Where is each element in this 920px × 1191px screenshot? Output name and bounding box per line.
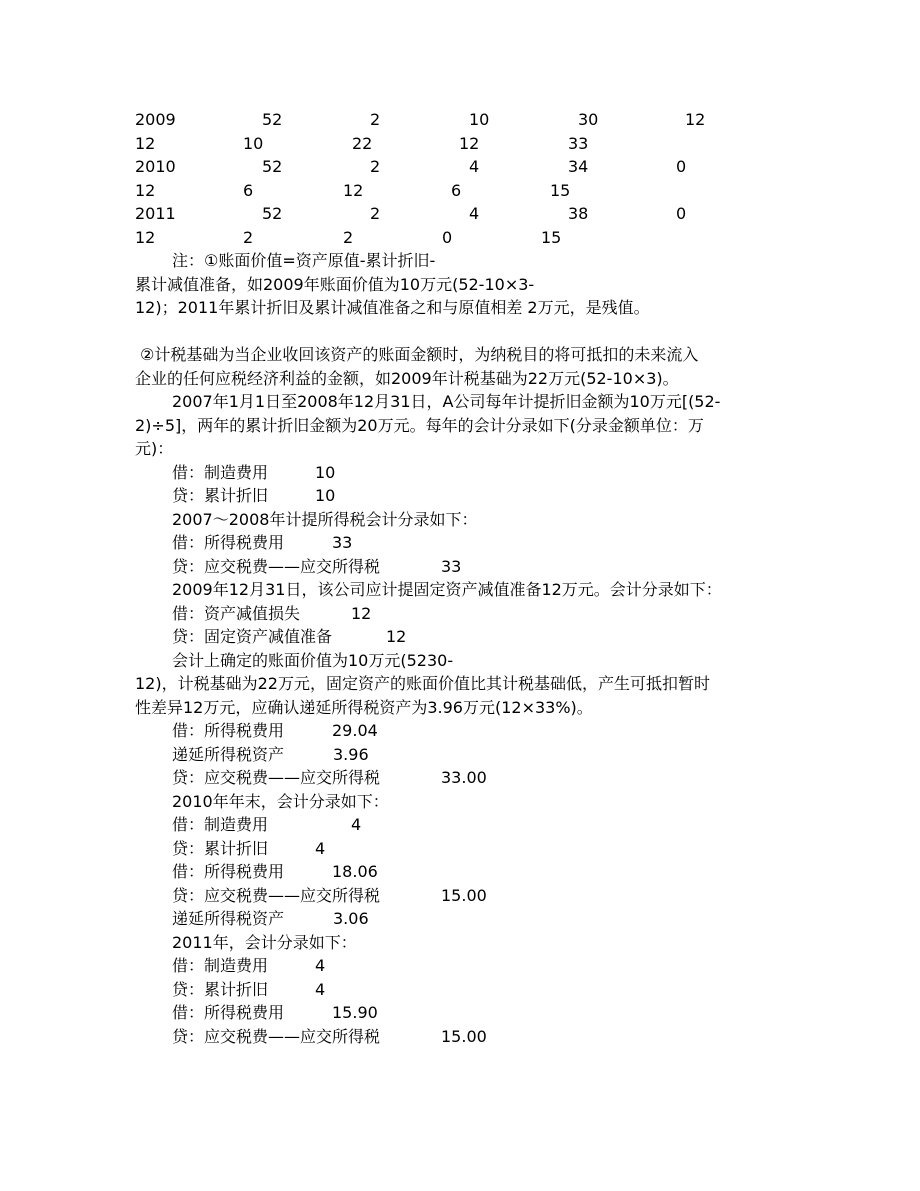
table-cell: 2 [370,110,381,129]
journal-entry [0,1025,920,1049]
table-cell: 52 [262,157,283,176]
entry-account: 贷：累计折旧 [172,980,269,999]
paragraph-line [0,696,920,720]
entry-account: 贷：应交税费——应交所得税 [172,557,381,576]
paragraph-line [0,649,920,673]
table-cell: 52 [262,204,283,223]
table-cell: 4 [469,157,480,176]
entry-account: 贷：固定资产减值准备 [172,627,333,646]
table-cell: 30 [578,110,599,129]
table-cell: 38 [568,204,589,223]
entry-account: 借：所得税费用 [172,1003,285,1022]
table-cell: 2 [243,228,254,247]
table-cell: 15 [550,181,571,200]
paragraph-line [0,343,920,367]
table-cell: 4 [469,204,480,223]
table-cell: 10 [243,134,264,153]
paragraph-line [0,672,920,696]
journal-entry [0,719,920,743]
entry-amount: 10 [315,463,336,482]
entry-amount: 33 [332,533,353,552]
paragraph-line [0,414,920,438]
entry-account: 借：制造费用 [172,956,269,975]
entry-amount: 4 [315,956,326,975]
entry-amount: 12 [386,627,407,646]
text-span: 性差异12万元，应确认递延所得税资产为3.96万元(12×33%)。 [135,698,593,717]
entry-amount: 33.00 [441,768,487,787]
journal-entry [0,531,920,555]
table-cell: 2011 [135,204,176,223]
table-cell: 2 [370,157,381,176]
text-span: ②计税基础为当企业收回该资产的账面金额时，为纳税目的将可抵扣的未来流入 [140,345,699,364]
journal-entry [0,860,920,884]
text-span: 2007～2008年计提所得税会计分录如下： [172,510,478,529]
table-cell: 12 [685,110,706,129]
note-line [0,249,920,273]
entry-amount: 3.06 [333,909,369,928]
paragraph-line [0,508,920,532]
note-line [0,296,920,320]
journal-entry [0,461,920,485]
entry-amount: 10 [315,486,336,505]
text-span: 会计上确定的账面价值为10万元(5230- [172,651,454,670]
table-cell: 0 [676,204,687,223]
entry-amount: 29.04 [332,721,378,740]
table-cell: 2 [370,204,381,223]
entry-amount: 4 [315,980,326,999]
text-span: 2007年1月1日至2008年12月31日，A公司每年计提折旧金额为10万元[(52- [172,392,721,411]
text-span: 2011年，会计分录如下： [172,933,357,952]
journal-entry [0,555,920,579]
table-cell: 2010 [135,157,176,176]
table-cell: 52 [262,110,283,129]
entry-account: 贷：应交税费——应交所得税 [172,1027,381,1046]
entry-account: 借：制造费用 [172,815,269,834]
table-row [0,202,920,226]
entry-account: 借：所得税费用 [172,721,285,740]
text-span: 2)÷5]，两年的累计折旧金额为20万元。每年的会计分录如下(分录金额单位：万 [135,416,704,435]
table-cell: 33 [568,134,589,153]
entry-amount: 3.96 [333,745,369,764]
entry-account: 借：所得税费用 [172,862,285,881]
table-cell: 6 [243,181,254,200]
entry-amount: 15.00 [441,886,487,905]
text-span: 累计减值准备，如2009年账面价值为10万元(52-10×3- [135,275,535,294]
journal-entry [0,954,920,978]
entry-account: 贷：应交税费——应交所得税 [172,768,381,787]
journal-entry [0,602,920,626]
entry-account: 递延所得税资产 [172,745,285,764]
table-cell: 12 [135,228,156,247]
table-cell: 10 [469,110,490,129]
entry-amount: 4 [315,839,326,858]
table-cell: 12 [459,134,480,153]
text-span: 企业的任何应税经济利益的金额，如2009年计税基础为22万元(52-10×3)。 [135,369,679,388]
paragraph-line [0,578,920,602]
entry-account: 借：所得税费用 [172,533,285,552]
entry-account: 贷：累计折旧 [172,839,269,858]
table-cell: 34 [568,157,589,176]
text-span: 2009年12月31日，该公司应计提固定资产减值准备12万元。会计分录如下： [172,580,722,599]
entry-account: 借：资产减值损失 [172,604,301,623]
journal-entry [0,837,920,861]
table-row [0,155,920,179]
text-span: 12)；2011年累计折旧及累计减值准备之和与原值相差 2万元，是残值。 [135,298,650,317]
entry-amount: 4 [351,815,362,834]
journal-entry [0,625,920,649]
journal-entry [0,743,920,767]
table-row [0,179,920,203]
table-cell: 6 [451,181,462,200]
journal-entry [0,766,920,790]
note-line [0,273,920,297]
entry-account: 贷：应交税费——应交所得税 [172,886,381,905]
entry-amount: 33 [441,557,462,576]
entry-account: 贷：累计折旧 [172,486,269,505]
entry-amount: 18.06 [332,862,378,881]
journal-entry [0,1001,920,1025]
journal-entry [0,813,920,837]
text-span: 元)： [135,439,174,458]
table-cell: 0 [442,228,453,247]
journal-entry [0,884,920,908]
table-cell: 2 [343,228,354,247]
journal-entry [0,907,920,931]
journal-entry [0,978,920,1002]
journal-entry [0,484,920,508]
text-span: 注：①账面价值=资产原值-累计折旧- [172,251,436,270]
entry-account: 递延所得税资产 [172,909,285,928]
table-cell: 12 [343,181,364,200]
entry-account: 借：制造费用 [172,463,269,482]
table-row [0,132,920,156]
entry-amount: 12 [351,604,372,623]
text-span: 2010年年末，会计分录如下： [172,792,389,811]
table-row [0,226,920,250]
table-cell: 22 [352,134,373,153]
entry-amount: 15.90 [332,1003,378,1022]
table-cell: 2009 [135,110,176,129]
table-cell: 15 [541,228,562,247]
entry-amount: 15.00 [441,1027,487,1046]
paragraph-line [0,437,920,461]
table-row [0,108,920,132]
table-cell: 0 [676,157,687,176]
paragraph-line [0,790,920,814]
paragraph-line [0,931,920,955]
table-cell: 12 [135,134,156,153]
paragraph-line [0,367,920,391]
paragraph-line [0,390,920,414]
table-cell: 12 [135,181,156,200]
text-span: 12)，计税基础为22万元，固定资产的账面价值比其计税基础低，产生可抵扣暂时 [135,674,710,693]
